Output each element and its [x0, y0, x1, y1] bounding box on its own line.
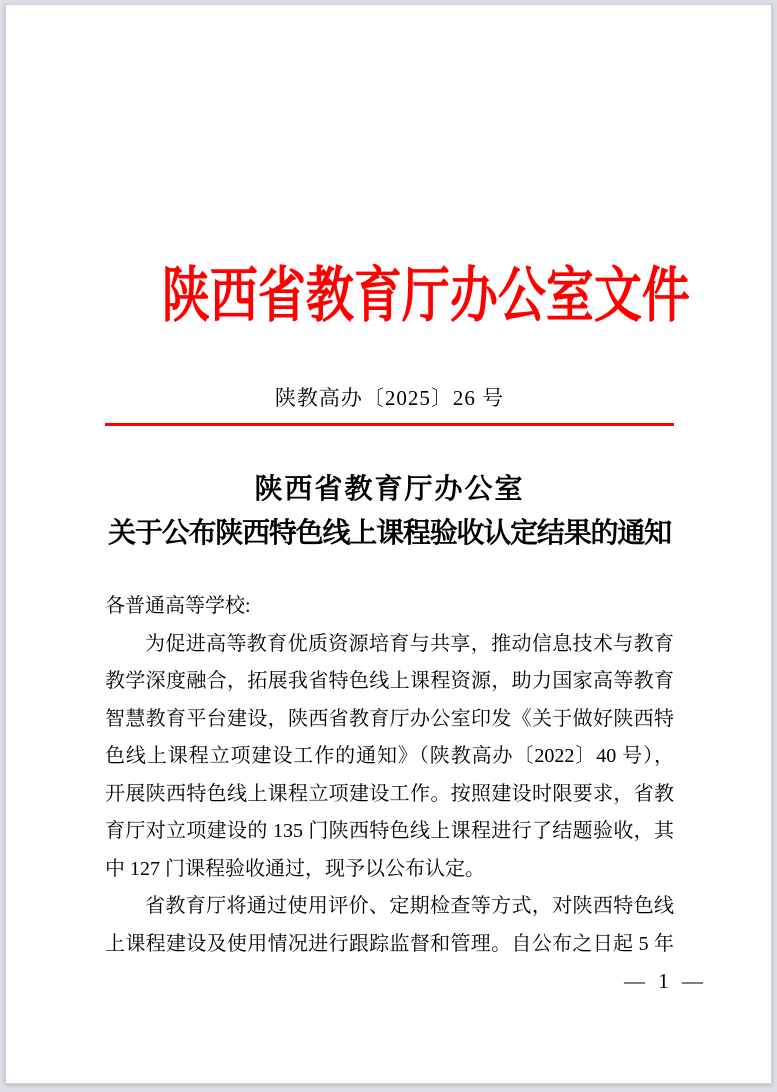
page-number: — 1 —	[624, 969, 707, 993]
red-separator-line	[105, 423, 674, 426]
body-line: 上课程建设及使用情况进行跟踪监督和管理。自公布之日起 5 年	[105, 932, 674, 955]
document-title-line2: 关于公布陕西特色线上课程验收认定结果的通知	[108, 518, 671, 549]
document-page	[5, 4, 772, 1084]
document-number: 陕教高办〔2025〕26 号	[274, 386, 505, 410]
document-title-line1: 陕西省教育厅办公室	[254, 474, 525, 505]
body-line: 开展陕西特色线上课程立项建设工作。按照建设时限要求，省教	[105, 782, 674, 805]
body-line: 育厅对立项建设的 135 门陕西特色线上课程进行了结题验收，其	[105, 820, 674, 842]
document-body	[105, 588, 674, 963]
page-content	[6, 257, 771, 963]
body-line: 教学深度融合，拓展我省特色线上课程资源，助力国家高等教育	[105, 670, 674, 692]
document-title	[105, 468, 674, 556]
body-line: 智慧教育平台建设，陕西省教育厅办公室印发《关于做好陕西特	[105, 707, 674, 730]
salutation: 各普通高等学校:	[105, 595, 251, 617]
body-line: 为促进高等教育优质资源培育与共享，推动信息技术与教育	[145, 632, 674, 655]
body-line: 省教育厅将通过使用评价、定期检查等方式，对陕西特色线	[145, 895, 674, 917]
body-line: 色线上课程立项建设工作的通知》（陕教高办〔2022〕40 号），	[105, 745, 674, 767]
body-line: 中 127 门课程验收通过，现予以公布认定。	[105, 857, 485, 880]
letterhead-title: 陕西省教育厅办公室文件	[161, 263, 690, 329]
